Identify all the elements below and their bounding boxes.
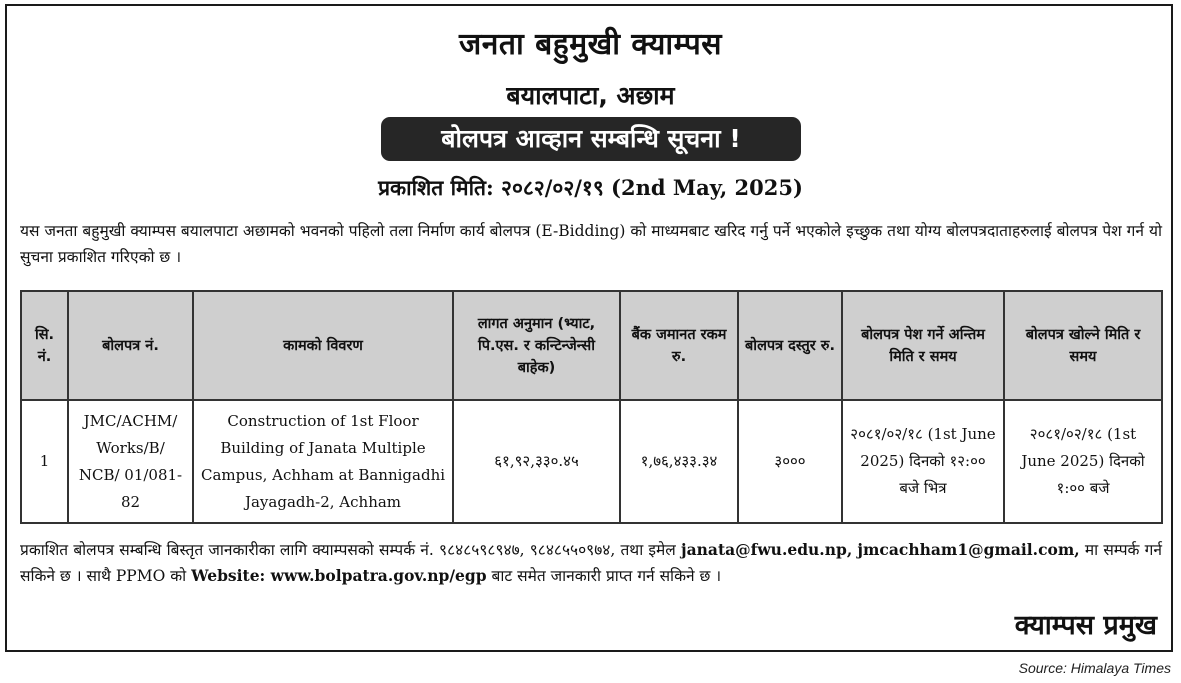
- bid-table: [20, 290, 1163, 524]
- intro-paragraph: यस जनता बहुमुखी क्याम्पस बयालपाटा अछामको भवनको पहिलो तला निर्माण कार्य बोलपत्र (E-Bidding) को माध्यमबाट खरिद गर्नु पर्ने भएकोले इच्छुक तथा योग्य बोलपत्रदाताहरुलाई बोलपत्र पेश गर्न यो सुचना प्रकाशित गरिएको छ ।: [20, 222, 1162, 266]
- contact-text-3: बाट समेत जानकारी प्राप्त गर्न सकिने छ ।: [491, 567, 722, 585]
- table-header-row: [21, 291, 1162, 400]
- header-bid-no: बोलपत्र नं.: [68, 291, 193, 400]
- cell-bid-no: JMC/ACHM/ Works/B/ NCB/ 01/081-82: [68, 400, 193, 523]
- published-date: प्रकाशित मिति: २०८२/०२/१९ (2nd May, 2025): [378, 175, 803, 200]
- source-credit: Source: Himalaya Times: [1018, 660, 1171, 676]
- cell-bank-guarantee: १,७६,४३३.३४: [620, 400, 738, 523]
- website-link[interactable]: Website: www.bolpatra.gov.np/egp: [191, 566, 487, 585]
- campus-name: जनता बहुमुखी क्याम्पस: [458, 27, 723, 62]
- header-bank-guarantee: बैंक जमानत रकम रु.: [620, 291, 738, 400]
- cell-cost-estimate: ६१,९२,३३०.४५: [453, 400, 620, 523]
- cell-sn: 1: [21, 400, 68, 523]
- contact-text-2: मा सम्पर्क गर्न सकिने छ । साथै PPMO को: [20, 541, 1162, 585]
- header-submission-deadline: बोलपत्र पेश गर्ने अन्तिम मिति र समय: [842, 291, 1004, 400]
- header-bid-fee: बोलपत्र दस्तुर रु.: [738, 291, 842, 400]
- notice-title-banner: बोलपत्र आव्हान सम्बन्धि सूचना !: [381, 117, 801, 161]
- contact-text-1: प्रकाशित बोलपत्र सम्बन्धि बिस्तृत जानकारीका लागि क्याम्पसको सम्पर्क नं. ९८४८५९८९४७, ९८४८५५०९७४, तथा इमेल: [20, 541, 676, 559]
- table-row: [21, 400, 1162, 523]
- header-opening-date: बोलपत्र खोल्ने मिति र समय: [1004, 291, 1162, 400]
- email-link-1[interactable]: janata@fwu.edu.np,: [681, 540, 853, 559]
- signatory: क्याम्पस प्रमुख: [1014, 610, 1157, 641]
- campus-location: बयालपाटा, अछाम: [506, 81, 675, 110]
- cell-bid-fee: ३०००: [738, 400, 842, 523]
- header-description: कामको विवरण: [193, 291, 453, 400]
- cell-opening-date: २०८१/०२/१८ (1st June 2025) दिनको १:०० बजे: [1004, 400, 1162, 523]
- cell-submission-deadline: २०८१/०२/१८ (1st June 2025) दिनको १२:०० बजे भित्र: [842, 400, 1004, 523]
- email-link-2[interactable]: jmcachham1@gmail.com,: [857, 540, 1080, 559]
- header-cost-estimate: लागत अनुमान (भ्याट, पि.एस. र कन्टिन्जेन्सी बाहेक): [453, 291, 620, 400]
- contact-paragraph: [20, 537, 1162, 589]
- cell-description: Construction of 1st Floor Building of Janata Multiple Campus, Achham at Bannigadhi Jayagadh-2, Achham: [193, 400, 453, 523]
- header-sn: सि. नं.: [21, 291, 68, 400]
